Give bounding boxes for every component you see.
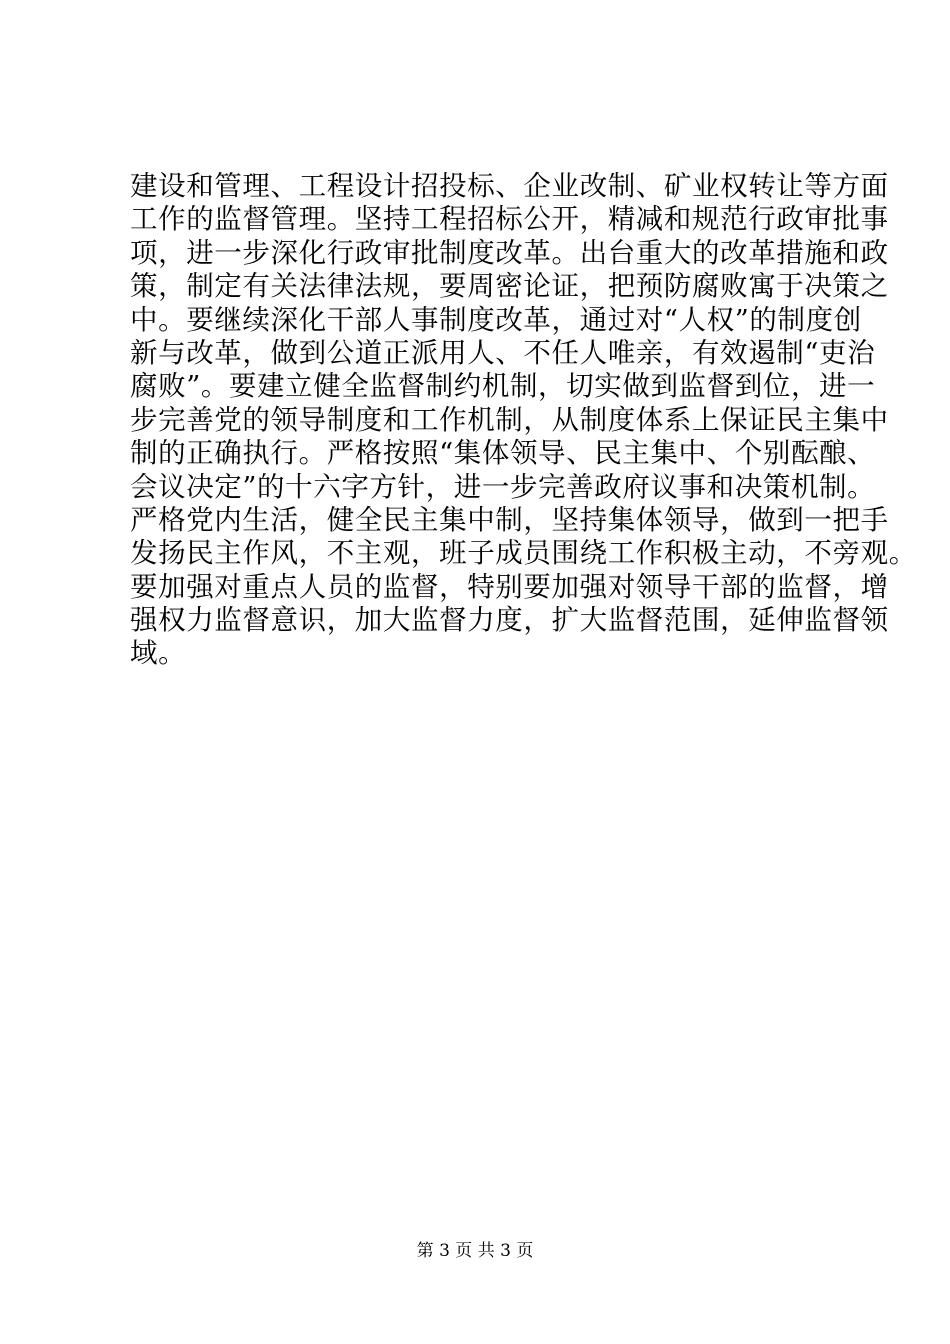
text-line: 制的正确执行。严格按照“集体领导、民主集中、个别酝酿、 bbox=[130, 437, 876, 470]
text-line: 严格党内生活，健全民主集中制，坚持集体领导，做到一把手 bbox=[130, 503, 889, 536]
text-line: 会议决定”的十六字方针，进一步完善政府议事和决策机制。 bbox=[130, 470, 876, 503]
text-line: 策，制定有关法律法规，要周密论证，把预防腐败寓于决策之 bbox=[130, 270, 889, 303]
text-line: 强权力监督意识，加大监督力度，扩大监督范围，延伸监督领 bbox=[130, 604, 889, 637]
text-line: 腐败”。要建立健全监督制约机制，切实做到监督到位，进一 bbox=[130, 370, 876, 403]
text-line: 域。 bbox=[130, 637, 187, 670]
body-paragraph bbox=[130, 170, 917, 671]
text-line: 建设和管理、工程设计招投标、企业改制、矿业权转让等方面 bbox=[130, 170, 889, 202]
page-number-footer: 第 3 页 共 3 页 bbox=[416, 1241, 534, 1261]
text-line: 中。要继续深化干部人事制度改革，通过对“人权”的制度创 bbox=[130, 303, 862, 336]
text-line: 要加强对重点人员的监督，特别要加强对领导干部的监督，增 bbox=[130, 570, 889, 603]
text-line: 新与改革，做到公道正派用人、不任人唯亲，有效遏制“吏治 bbox=[130, 336, 876, 369]
text-line: 工作的监督管理。坚持工程招标公开，精减和规范行政审批事 bbox=[130, 203, 889, 236]
text-line: 项，进一步深化行政审批制度改革。出台重大的改革措施和政 bbox=[130, 236, 889, 269]
text-line: 发扬民主作风，不主观，班子成员围绕工作积极主动，不旁观。 bbox=[130, 537, 917, 570]
text-line: 步完善党的领导制度和工作机制，从制度体系上保证民主集中 bbox=[130, 403, 889, 436]
